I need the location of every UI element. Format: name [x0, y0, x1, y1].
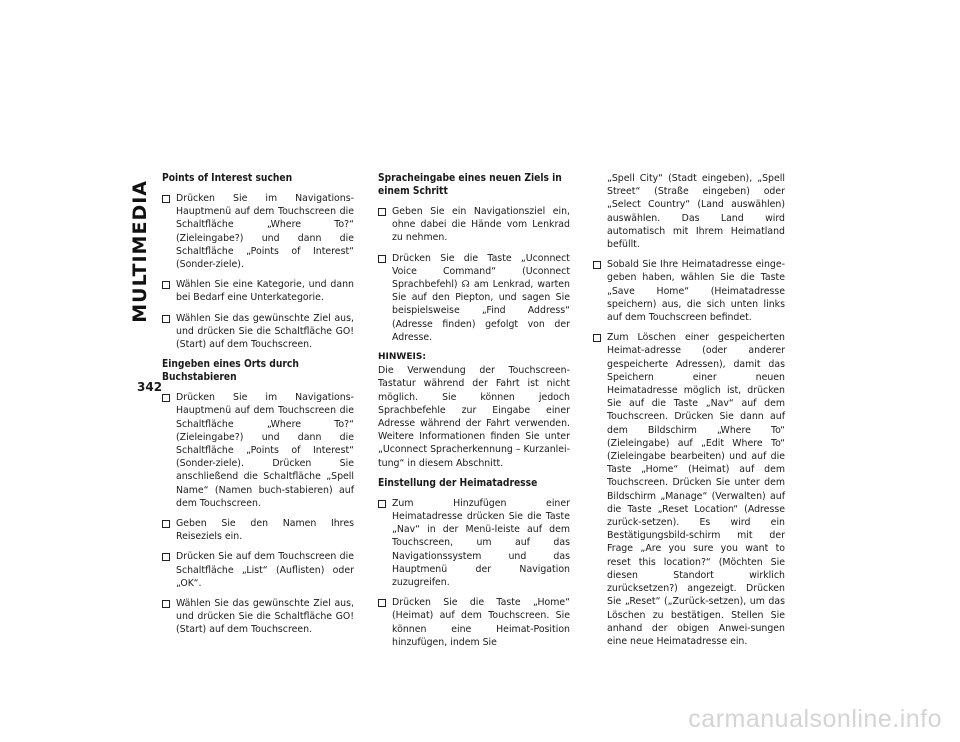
- checkbox-bullet-icon: [378, 500, 386, 508]
- checkbox-bullet-icon: [378, 208, 386, 216]
- list-item: Drücken Sie im Navigations-Hauptmenü auf dem Touchscreen die Schaltfläche „Where To?“ (Zieleingabe?) und dann die Schaltfläche „Points of Interest“ (Sonder-ziele).: [162, 192, 354, 271]
- list-item: Geben Sie ein Navigationsziel ein, ohne dabei die Hände vom Lenkrad zu nehmen.: [378, 205, 570, 245]
- section-side-label-text: MULTIMEDIA: [129, 180, 151, 323]
- checkbox-bullet-icon: [162, 553, 170, 561]
- checkbox-bullet-icon: [162, 195, 170, 203]
- list-item: Zum Löschen einer gespeicherten Heimat-adresse (oder anderer gespeicherte Adressen), damit das Speichern einer neuen Heimatadresse möglich ist, drücken Sie auf die Taste „Nav“ auf dem Touchscreen. Drücken Sie dann auf dem Bildschirm „Where To“ (Zieleingabe) auf „Edit Where To“ (Zieleingabe bearbeiten) und auf die Taste „Home“ (Heimat) auf dem Touchscreen. Drücken Sie unter dem Bildschirm „Manage“ (Verwalten) auf die Taste „Reset Location“ (Adresse zurück-setzen). Es wird ein Bestätigungsbild-schirm mit der Frage „Are you sure you want to reset this location?“ (Möchten Sie diesen Standort wirklich zurücksetzen?) angezeigt. Drücken Sie „Reset“ („Zurück-setzen), um das Löschen zu bestätigen. Stellen Sie anhand der obigen Anwei-sungen eine neue Heimatadresse ein.: [593, 331, 785, 648]
- list-item: Wählen Sie das gewünschte Ziel aus, und drücken Sie die Schaltfläche GO! (Start) auf dem Touchscreen.: [162, 312, 354, 352]
- watermark: carmanualsonline.info: [688, 705, 942, 733]
- heading-poi: Points of Interest suchen: [162, 173, 293, 184]
- list-item: Wählen Sie das gewünschte Ziel aus, und drücken Sie die Schaltfläche GO! (Start) auf dem Touchscreen.: [162, 597, 354, 637]
- column-1: [162, 172, 354, 644]
- list-item: Drücken Sie die Taste „Home“ (Heimat) auf dem Touchscreen. Sie können eine Heimat-Position hinzufügen, indem Sie: [378, 596, 570, 649]
- list-item: Sobald Sie Ihre Heimatadresse einge-geben haben, wählen Sie die Taste „Save Home“ (Heimatadresse speichern) aus, die sich unten links auf dem Touchscreen befindet.: [593, 258, 785, 324]
- list-item: Wählen Sie eine Kategorie, und dann bei Bedarf eine Unterkategorie.: [162, 278, 354, 304]
- section-side-label: [120, 180, 160, 380]
- continuation-text: „Spell City“ (Stadt eingeben), „Spell Street“ (Straße eingeben) oder „Select Country“ (Land auswählen) auswählen. Das Land wird automatisch mit Ihrem Heimatland befüllt.: [607, 173, 785, 251]
- checkbox-bullet-icon: [162, 281, 170, 289]
- checkbox-bullet-icon: [162, 315, 170, 323]
- column-2: [378, 172, 570, 656]
- checkbox-bullet-icon: [593, 261, 601, 269]
- list-item: Drücken Sie die Taste „Uconnect Voice Command“ (Uconnect Sprachbefehl) ☊ am Lenkrad, warten Sie auf den Piepton, und sagen Sie beispielsweise „Find Address“ (Adresse finden) gefolgt von der Adresse.: [378, 252, 570, 344]
- note-text: Die Verwendung der Touchscreen-Tastatur während der Fahrt ist nicht möglich. Sie können jedoch Sprachbefehle zur Eingabe einer Adresse während der Fahrt verwenden. Weitere Informationen finden Sie unter „Uconnect Spracherkennung – Kurzanlei-tung“ in diesem Abschnitt.: [378, 365, 570, 469]
- page-number: 342: [137, 380, 163, 394]
- checkbox-bullet-icon: [162, 394, 170, 402]
- list-item: Drücken Sie auf dem Touchscreen die Schaltfläche „List“ (Auflisten) oder „OK“.: [162, 550, 354, 590]
- checkbox-bullet-icon: [378, 599, 386, 607]
- heading-spell: Eingeben eines Orts durch Buchstabieren: [162, 359, 299, 384]
- checkbox-bullet-icon: [162, 520, 170, 528]
- list-item: Zum Hinzufügen einer Heimatadresse drücken Sie die Taste „Nav“ in der Menü-leiste auf dem Touchscreen, um auf das Navigationssystem und das Hauptmenü der Navigation zuzugreifen.: [378, 497, 570, 589]
- heading-home: Einstellung der Heimatadresse: [378, 477, 538, 489]
- list-item: Geben Sie den Namen Ihres Reiseziels ein.: [162, 517, 354, 543]
- note-block: [378, 351, 570, 470]
- heading-voice: Spracheingabe eines neuen Ziels in einem Schritt: [378, 173, 562, 197]
- checkbox-bullet-icon: [162, 600, 170, 608]
- checkbox-bullet-icon: [593, 334, 601, 342]
- note-label: HINWEIS:: [378, 352, 426, 363]
- list-item: Drücken Sie im Navigations-Hauptmenü auf dem Touchscreen die Schaltfläche „Where To?“ (Zieleingabe?) und dann die Schaltfläche „Points of Interest“ (Sonder-ziele). Drücken Sie anschließend die Schaltfläche „Spell Name“ (Namen buch-stabieren) auf dem Touchscreen.: [162, 391, 354, 510]
- checkbox-bullet-icon: [378, 255, 386, 263]
- column-3: [593, 172, 785, 655]
